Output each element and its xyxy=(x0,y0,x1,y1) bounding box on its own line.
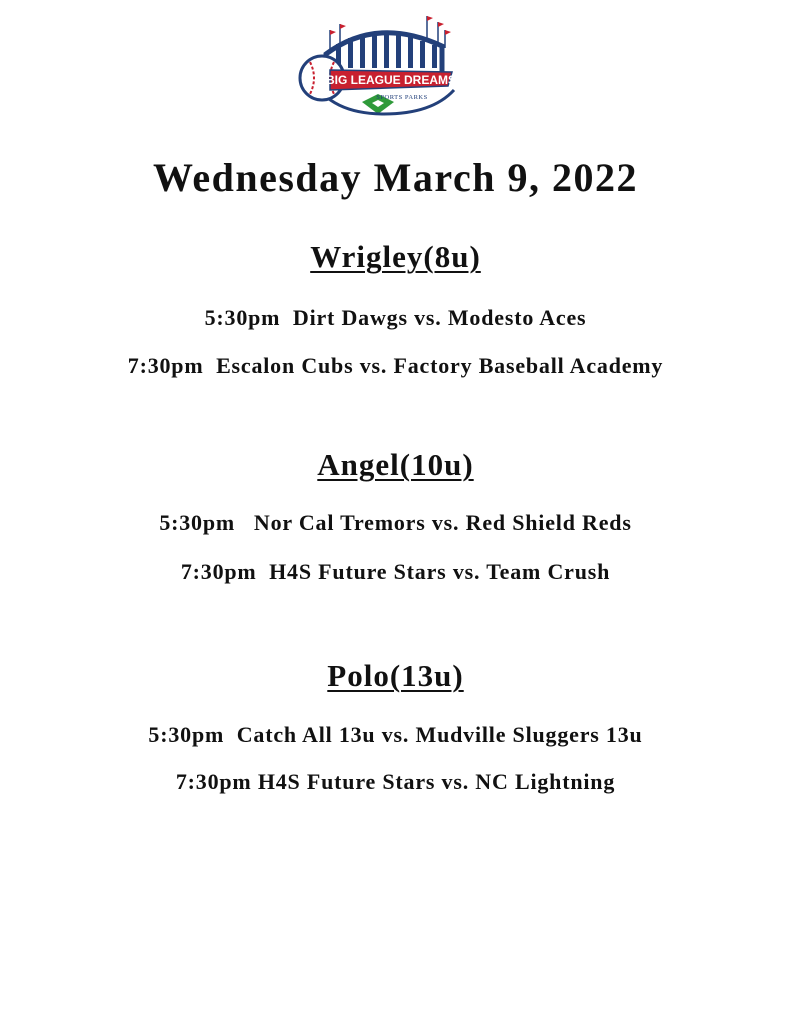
field-heading-angel: Angel(10u) xyxy=(317,447,474,482)
field-heading-wrigley: Wrigley(8u) xyxy=(310,239,481,274)
game-wrigley-1: 5:30pm Dirt Dawgs vs. Modesto Aces xyxy=(204,305,587,330)
logo-name: BIG LEAGUE DREAMS xyxy=(325,73,457,87)
game-wrigley-2: 7:30pm Escalon Cubs vs. Factory Baseball Academy xyxy=(127,353,664,378)
game-polo-2: 7:30pm H4S Future Stars vs. NC Lightning xyxy=(175,769,616,794)
game-angel-1: 5:30pm Nor Cal Tremors vs. Red Shield Reds xyxy=(159,510,632,535)
logo-tagline: SPORTS PARKS xyxy=(376,94,428,101)
page-title: Wednesday March 9, 2022 xyxy=(153,155,638,200)
game-polo-1: 5:30pm Catch All 13u vs. Mudville Sluggers 13u xyxy=(148,722,643,747)
field-heading-polo: Polo(13u) xyxy=(327,658,464,693)
big-league-dreams-logo xyxy=(292,10,462,125)
game-angel-2: 7:30pm H4S Future Stars vs. Team Crush xyxy=(180,559,611,584)
